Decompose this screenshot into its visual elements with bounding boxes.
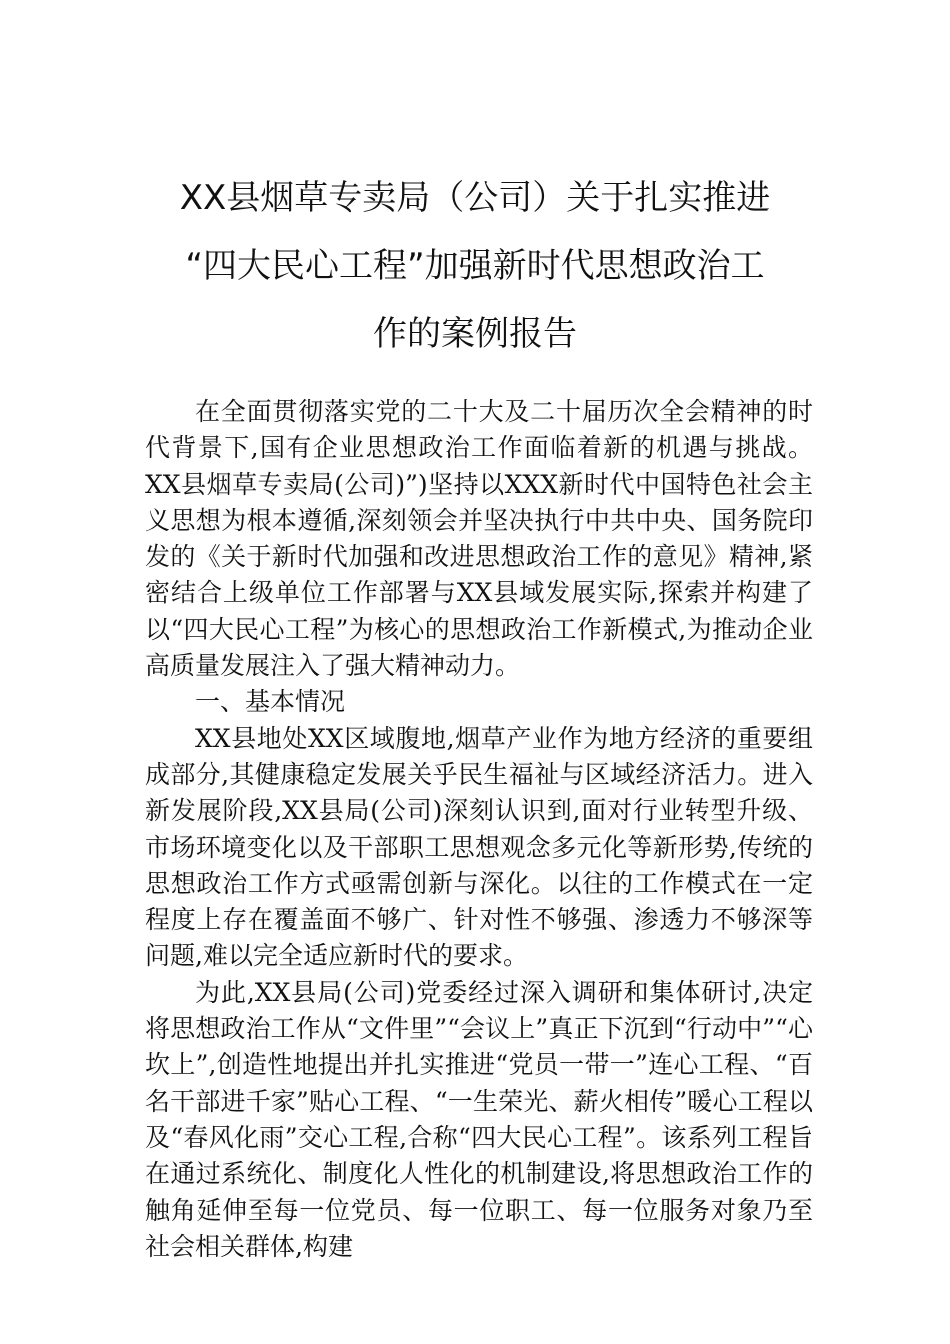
title-line-2: “四大民心工程”加强新时代思想政治工 xyxy=(185,246,765,286)
document-body xyxy=(145,394,813,1265)
title-line-1: XX县烟草专卖局（公司）关于扎实推进 xyxy=(179,178,771,218)
basic-situation-paragraph: XX县地处XX区域腹地,烟草产业作为地方经济的重要组成部分,其健康稳定发展关乎民生福祉与区域经济活力。进入新发展阶段,XX县局(公司)深刻认识到,面对行业转型升级、市场环境变化以及干部职工思想观念多元化等新形势,传统的思想政治工作方式亟需创新与深化。以往的工作模式在一定程度上存在覆盖面不够广、针对性不够强、渗透力不够深等问题,难以完全适应新时代的要求。 xyxy=(145,723,813,971)
four-projects-paragraph: 为此,XX县局(公司)党委经过深入调研和集体研讨,决定将思想政治工作从“文件里”“会议上”真正下沉到“行动中”“心坎上”,创造性地提出并扎实推进“党员一带一”连心工程、“百名干部进千家”贴心工程、“一生荣光、薪火相传”暖心工程以及“春风化雨”交心工程,合称“四大民心工程”。该系列工程旨在通过系统化、制度化人性化的机制建设,将思想政治工作的触角延伸至每一位党员、每一位职工、每一位服务对象乃至社会相关群体,构建 xyxy=(145,977,813,1261)
title-line-3: 作的案例报告 xyxy=(373,314,577,354)
section-heading-basic-situation: 一、基本情况 xyxy=(195,687,346,717)
document-title xyxy=(130,164,820,368)
intro-paragraph: 在全面贯彻落实党的二十大及二十届历次全会精神的时代背景下,国有企业思想政治工作面临着新的机遇与挑战。XX县烟草专卖局(公司)”)坚持以XXX新时代中国特色社会主义思想为根本遵循,深刻领会并坚决执行中共中央、国务院印发的《关于新时代加强和改进思想政治工作的意见》精神,紧密结合上级单位工作部署与XX县域发展实际,探索并构建了以“四大民心工程”为核心的思想政治工作新模式,为推动企业高质量发展注入了强大精神动力。 xyxy=(145,397,813,681)
